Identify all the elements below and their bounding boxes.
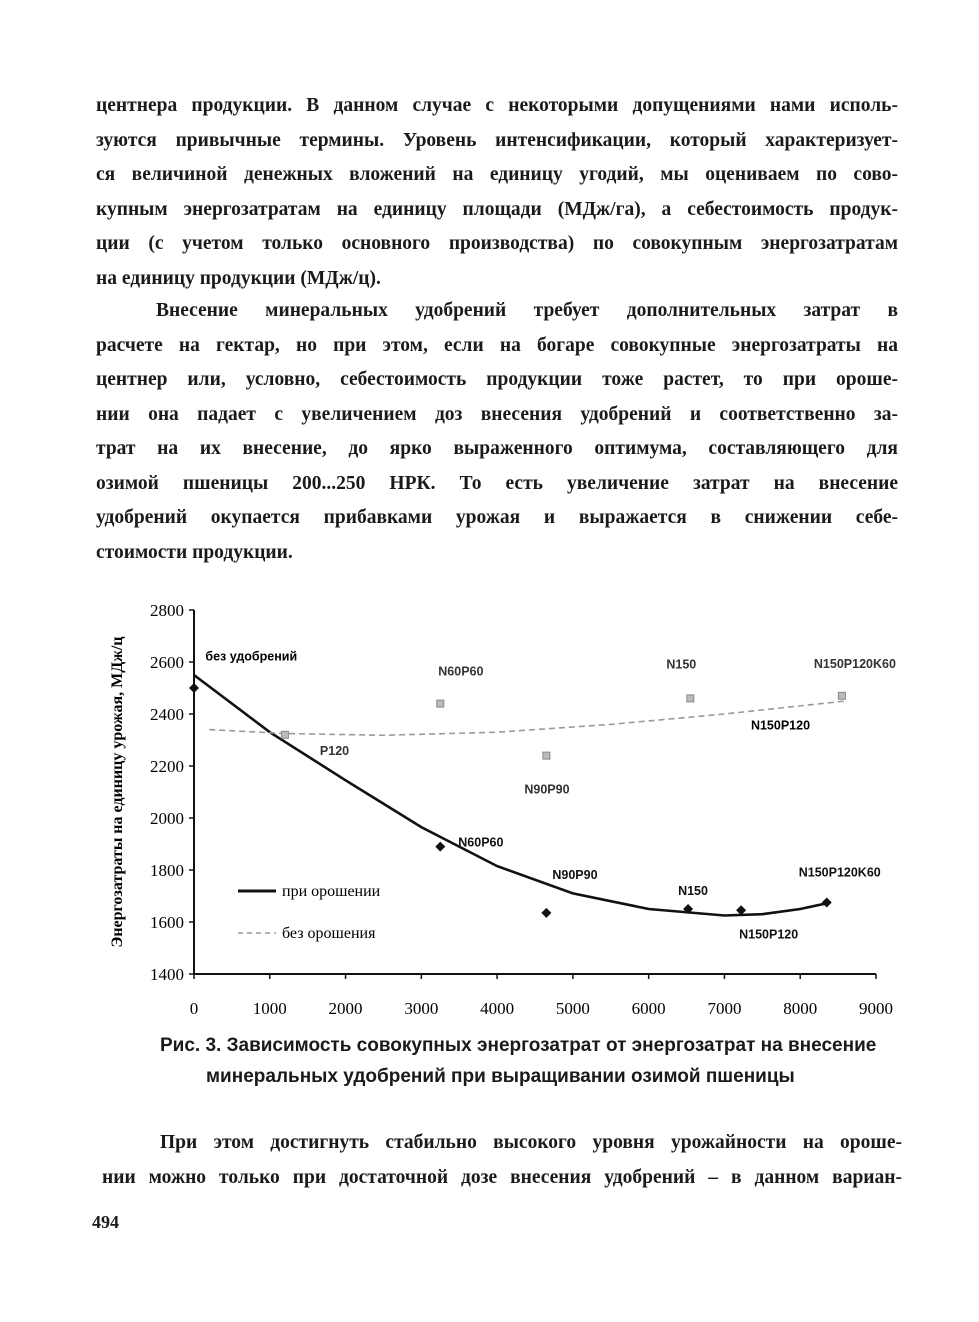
paragraph-2 bbox=[96, 294, 898, 570]
data-label: N150 bbox=[678, 884, 708, 898]
text-line: нии она падает с увеличением доз внесения удобрений и соответственно за- bbox=[96, 403, 898, 425]
text-line: зуются привычные термины. Уровень интенсификации, который характеризует- bbox=[96, 129, 898, 151]
data-point-irrigation bbox=[189, 683, 199, 693]
x-tick-label: 2000 bbox=[328, 999, 363, 1018]
data-label: N90P90 bbox=[524, 782, 570, 797]
caption-line-1: Рис. 3. Зависимость совокупных энергозатрат от энергозатрат на внесение bbox=[160, 1035, 877, 1056]
text-line: ся величиной денежных вложений на единицу угодий, мы оцениваем по сово- bbox=[96, 164, 898, 185]
chart-annotation: без удобрений bbox=[205, 649, 298, 664]
data-point-no-irrigation bbox=[437, 700, 444, 707]
text-line: стоимости продукции. bbox=[96, 541, 293, 563]
x-tick-label: 3000 bbox=[404, 999, 439, 1018]
text-line: ции (с учетом только основного производства) по совокупным энергозатратам bbox=[96, 233, 898, 254]
text-line: удобрений окупается прибавками урожая и выражается в снижении себе- bbox=[96, 507, 898, 528]
y-tick-label: 2600 bbox=[150, 653, 184, 672]
text-line: центнера продукции. В данном случае с некоторыми допущениями нами исполь- bbox=[96, 95, 898, 116]
data-label: N150P120K60 bbox=[813, 656, 896, 671]
text-line: на единицу продукции (МДж/ц). bbox=[96, 267, 381, 289]
trend-line-irrigation bbox=[194, 675, 827, 916]
data-point-no-irrigation bbox=[838, 692, 845, 699]
text-line: купным энергозатратам на единицу площади (МДж/га), а себестоимость продук- bbox=[96, 198, 898, 220]
data-point-no-irrigation bbox=[281, 731, 288, 738]
text-line: Внесение минеральных удобрений требует дополнительных затрат в bbox=[156, 300, 898, 321]
legend-label: при орошении bbox=[282, 883, 381, 900]
paragraph-1 bbox=[96, 89, 898, 296]
text-line: трат на их внесение, до ярко выраженного оптимума, составляющего для bbox=[96, 438, 898, 459]
data-label: N60P60 bbox=[458, 835, 504, 850]
energy-chart bbox=[96, 596, 916, 1026]
caption-line-2: минеральных удобрений при выращивании озимой пшеницы bbox=[206, 1066, 795, 1087]
text-line: расчете на гектар, но при этом, если на богаре совокупные энергозатраты на bbox=[96, 334, 898, 356]
text-line: При этом достигнуть стабильно высокого уровня урожайности на ороше- bbox=[160, 1132, 902, 1153]
text-line: нии можно только при достаточной дозе внесения удобрений – в данном вариан- bbox=[102, 1166, 902, 1188]
text-line: центнер или, условно, себестоимость продукции тоже растет, то при ороше- bbox=[96, 369, 898, 390]
x-tick-label: 1000 bbox=[252, 999, 287, 1018]
data-label: N60P60 bbox=[438, 664, 484, 679]
y-tick-label: 1800 bbox=[150, 861, 184, 880]
y-tick-label: 2400 bbox=[150, 705, 184, 724]
y-tick-label: 1600 bbox=[150, 913, 184, 932]
legend-label: без орошения bbox=[282, 925, 376, 942]
data-label: N150P120 bbox=[739, 927, 799, 942]
y-tick-label: 2200 bbox=[150, 757, 184, 776]
chart-annotation: N150P120 bbox=[750, 718, 811, 733]
data-point-irrigation bbox=[822, 898, 832, 908]
paragraph-3 bbox=[102, 1126, 902, 1195]
x-tick-label: 6000 bbox=[631, 999, 666, 1018]
page-number: 494 bbox=[92, 1212, 119, 1232]
data-point-no-irrigation bbox=[687, 695, 694, 702]
text-line: озимой пшеницы 200...250 НРК. То есть увеличение затрат на внесение bbox=[96, 472, 898, 494]
data-label: N90P90 bbox=[552, 867, 598, 882]
x-tick-label: 9000 bbox=[859, 999, 893, 1018]
y-tick-label: 1400 bbox=[150, 965, 184, 984]
x-tick-label: 8000 bbox=[783, 999, 818, 1018]
figure-caption bbox=[160, 1030, 900, 1092]
y-tick-label: 2800 bbox=[150, 601, 184, 620]
y-axis-label: Энергозатраты на единицу урожая, МДж/ц bbox=[109, 636, 126, 948]
data-point-irrigation bbox=[541, 908, 551, 918]
x-tick-label: 7000 bbox=[707, 999, 742, 1018]
data-point-irrigation bbox=[435, 842, 445, 852]
y-tick-label: 2000 bbox=[150, 809, 184, 828]
x-tick-label: 5000 bbox=[555, 999, 590, 1018]
data-label: N150 bbox=[666, 657, 697, 672]
x-tick-label: 4000 bbox=[480, 999, 515, 1018]
x-tick-label: 0 bbox=[189, 999, 199, 1018]
data-label: N150P120K60 bbox=[798, 865, 881, 880]
data-label: P120 bbox=[319, 743, 350, 758]
data-point-no-irrigation bbox=[543, 752, 550, 759]
